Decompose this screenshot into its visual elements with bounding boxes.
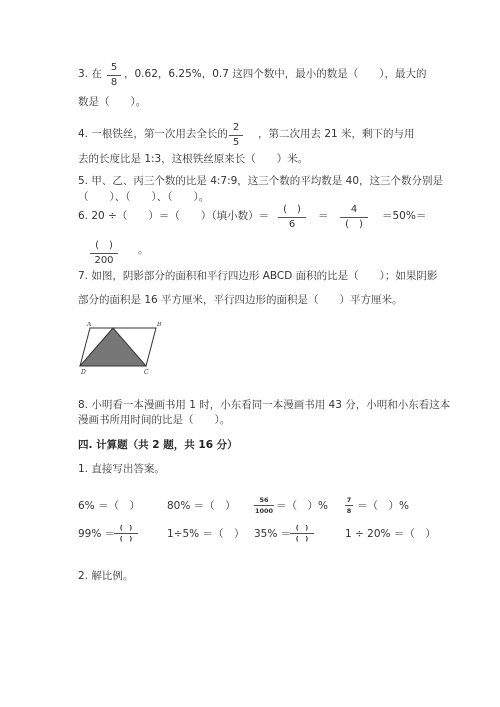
calc-r2-c3-numerator: ( ) — [295, 524, 309, 532]
calc-r1-c2: 80% ＝（ ） — [167, 500, 236, 512]
calc-r1-c4-denominator: 8 — [346, 507, 352, 515]
q6-suffix: ＝50%＝ — [382, 210, 427, 222]
q6-equals: ＝ — [318, 210, 329, 222]
calc-r2-c1-denominator: ( ) — [119, 535, 133, 543]
vertex-label-a: A — [87, 322, 92, 328]
section4-q1: 1. 直接写出答案。 — [78, 463, 165, 475]
q3-prefix: 3. 在 — [78, 68, 102, 80]
fraction-bar — [229, 135, 243, 136]
calc-r1-c3: ＝（ ）% — [276, 500, 328, 512]
q5-line2: （ ）、（ ）、（ ）。 — [78, 191, 210, 203]
q4-fraction — [229, 122, 243, 149]
q6-fraction-2-denominator: ( ) — [345, 219, 363, 230]
q6-fraction-1-denominator: 6 — [288, 219, 296, 230]
q4-text: ，第二次用去 21 米，剩下的与用 — [258, 128, 415, 140]
calc-r2-c3-fraction — [290, 524, 314, 543]
calc-r2-c3-prefix: 35% ＝ — [254, 528, 292, 540]
q3-fraction-denominator: 8 — [110, 77, 118, 88]
calc-r1-c3-numerator: 56 — [259, 496, 269, 504]
q6-fraction-2 — [340, 204, 368, 231]
q4-line2: 去的长度比是 1:3，这根铁丝原来长（ ）米。 — [78, 153, 309, 165]
fraction-bar — [290, 533, 314, 534]
section4-title: 四. 计算题（共 2 题，共 16 分） — [78, 439, 238, 451]
q4-prefix: 4. 一根铁丝，第一次用去全长的 — [78, 128, 228, 140]
fraction-bar — [254, 505, 274, 506]
q7-line1: 7. 如图，阴影部分的面积和平行四边形 ABCD 面积的比是（ ）；如果阴影 — [78, 270, 438, 282]
calc-r1-c4-numerator: 7 — [346, 496, 352, 504]
calc-r1-c3-fraction — [254, 496, 274, 515]
q6-prefix: 6. 20 ÷（ ）＝（ ）（填小数）＝ — [78, 210, 270, 222]
q3-fraction-numerator: 5 — [110, 62, 118, 73]
vertex-label-d: D — [81, 369, 86, 376]
fraction-bar — [345, 505, 353, 506]
q8-line2: 漫画书所用时间的比是（ ）。 — [78, 414, 231, 426]
calc-r1-c4: ＝（ ）% — [357, 500, 409, 512]
q4-fraction-numerator: 2 — [232, 122, 240, 133]
q3-text: ，0.62，6.25%，0.7 这四个数中，最小的数是（ ），最大的 — [124, 68, 427, 80]
calc-r2-c3-denominator: ( ) — [295, 535, 309, 543]
vertex-label-b: B — [157, 322, 162, 328]
fraction-bar — [340, 217, 368, 218]
q6-fraction-2-numerator: 4 — [350, 204, 358, 215]
q4-fraction-denominator: 5 — [232, 137, 240, 148]
q3-fraction — [107, 62, 121, 89]
calc-r2-c4: 1 ÷ 20% ＝（ ） — [345, 528, 436, 540]
q6-fraction-3-numerator: ( ) — [95, 240, 113, 251]
shaded-triangle — [80, 328, 146, 366]
q6-end: 。 — [138, 244, 149, 256]
fraction-bar — [90, 253, 118, 254]
q8-line1: 8. 小明看一本漫画书用 1 时，小东看同一本漫画书用 43 分，小明和小东看这本 — [78, 399, 451, 411]
fraction-bar — [114, 533, 138, 534]
calc-r1-c3-denominator: 1000 — [254, 507, 274, 515]
q6-fraction-1 — [278, 204, 306, 231]
q5-line1: 5. 甲、乙、丙三个数的比是 4:7:9，这三个数的平均数是 40，这三个数分别是 — [78, 175, 444, 187]
q7-line2: 部分的面积是 16 平方厘米，平行四边形的面积是（ ）平方厘米。 — [78, 294, 403, 306]
parallelogram-figure — [78, 322, 168, 377]
calc-r1-c1: 6% ＝（ ） — [78, 500, 140, 512]
calc-r1-c4-fraction — [345, 496, 353, 515]
q6-fraction-3-denominator: 200 — [94, 255, 114, 266]
calc-r2-c1-prefix: 99% ＝ — [78, 528, 116, 540]
q6-fraction-3 — [90, 240, 118, 267]
q6-fraction-1-numerator: ( ) — [283, 204, 301, 215]
calc-r2-c1-numerator: ( ) — [119, 524, 133, 532]
calc-r2-c1-fraction — [114, 524, 138, 543]
fraction-bar — [278, 217, 306, 218]
fraction-bar — [107, 75, 121, 76]
calc-r2-c2: 1÷5% ＝（ ） — [167, 528, 245, 540]
q3-line2: 数是（ ）。 — [78, 96, 147, 108]
section4-q2: 2. 解比例。 — [78, 570, 134, 582]
vertex-label-c: C — [144, 369, 149, 376]
